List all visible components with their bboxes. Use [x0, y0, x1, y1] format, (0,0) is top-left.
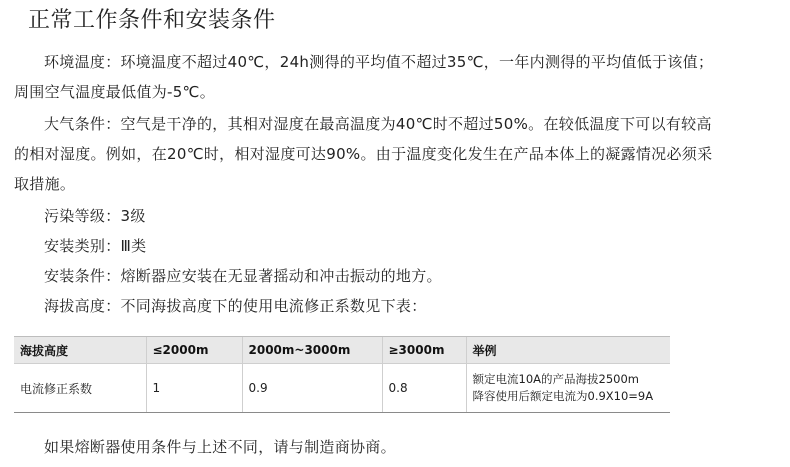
- footer-note: 如果熔断器使用条件与上述不同，请与制造商协商。: [44, 438, 396, 456]
- example-line-2: 降容使用后额定电流为0.9X10=9A: [472, 389, 654, 403]
- example-cell: [466, 364, 670, 413]
- example-line-1: 额定电流10A的产品海拔2500m: [472, 372, 639, 386]
- installation-condition-paragraph: 安装条件：熔断器应安装在无显著摇动和冲击振动的地方。: [44, 267, 442, 285]
- installation-category-paragraph: 安装类别：Ⅲ类: [44, 237, 147, 255]
- header-2000-3000: 2000m~3000m: [242, 337, 382, 364]
- section-title: 正常工作条件和安装条件: [28, 8, 276, 33]
- value-2000-3000: 0.9: [242, 364, 382, 413]
- atmosphere-paragraph: 大气条件：空气是干净的，其相对湿度在最高温度为40℃时不超过50%。在较低温度下可以有较高的相对湿度。例如，在20℃时，相对湿度可达90%。由于温度变化发生在产品本体上的凝露情况必须采取措施。: [14, 115, 713, 193]
- table-row: [14, 364, 670, 413]
- altitude-correction-table: [14, 336, 670, 413]
- value-above-3000: 0.8: [382, 364, 466, 413]
- row-label: 电流修正系数: [14, 364, 146, 413]
- environment-temperature-paragraph: 环境温度：环境温度不超过40℃，24h测得的平均值不超过35℃，一年内测得的平均值低于该值；周围空气温度最低值为-5℃。: [14, 53, 714, 101]
- header-example: 举例: [466, 337, 670, 364]
- altitude-paragraph: 海拔高度：不同海拔高度下的使用电流修正系数见下表：: [44, 297, 427, 315]
- table-header-row: [14, 337, 670, 364]
- value-below-2000: 1: [146, 364, 242, 413]
- header-altitude: 海拔高度: [14, 337, 146, 364]
- header-below-2000: ≤2000m: [146, 337, 242, 364]
- header-above-3000: ≥3000m: [382, 337, 466, 364]
- pollution-level-paragraph: 污染等级：3级: [44, 207, 146, 225]
